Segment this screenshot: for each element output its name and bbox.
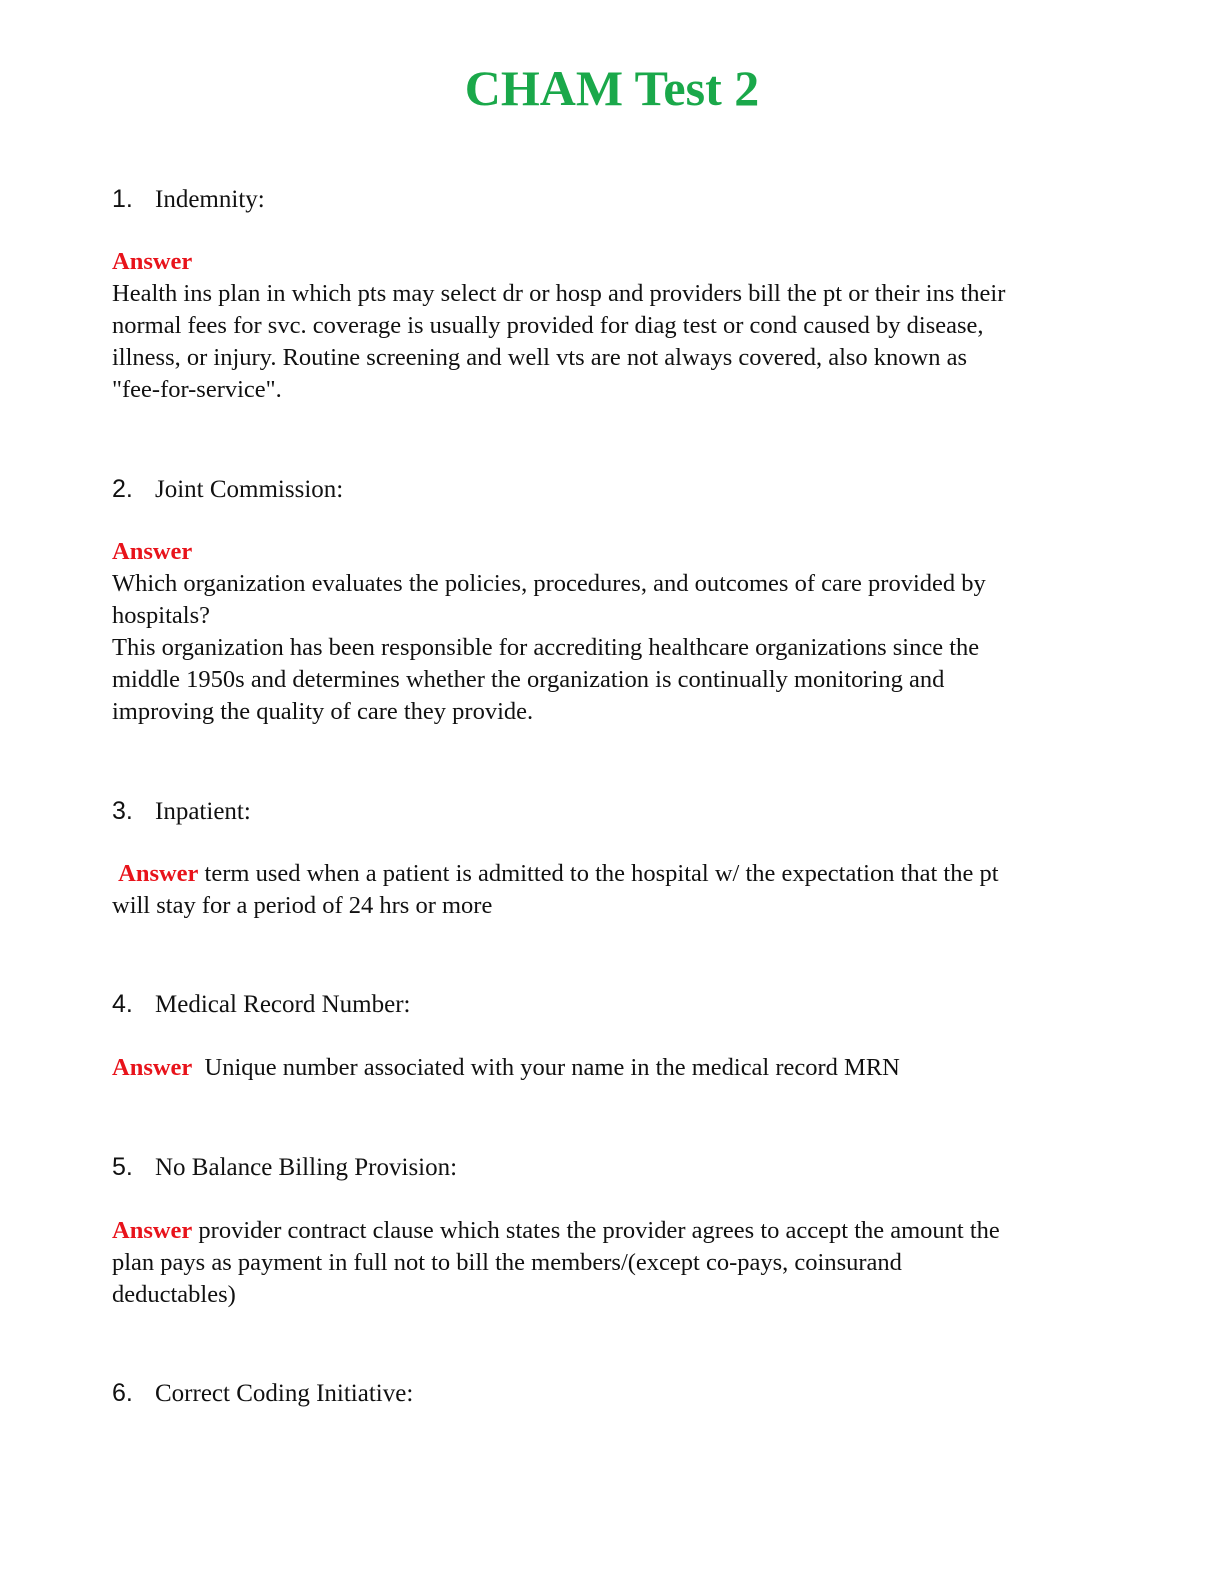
answer-text-line: normal fees for svc. coverage is usually provided for diag test or cond caused by disease,	[112, 312, 984, 339]
answer-3	[112, 858, 1122, 922]
question-number: 3.	[112, 797, 133, 825]
answer-text-line: hospitals?	[112, 602, 210, 629]
answer-label: Answer	[112, 1217, 193, 1244]
answer-label: Answer	[112, 1054, 193, 1081]
answer-text-inline: term used when a patient is admitted to the hospital w/ the expectation that the pt	[204, 860, 999, 887]
answer-first-line	[112, 1215, 1122, 1247]
answer-5	[112, 1215, 1122, 1311]
answer-text-line: This organization has been responsible for accrediting healthcare organizations since the	[112, 634, 980, 661]
question-number: 1.	[112, 185, 133, 213]
answer-text-line: plan pays as payment in full not to bill the members/(except co-pays, coinsurand	[112, 1249, 902, 1276]
question-term: Indemnity:	[155, 186, 265, 213]
question-term: Correct Coding Initiative:	[155, 1380, 414, 1407]
question-number: 2.	[112, 475, 133, 503]
answer-2	[112, 536, 1122, 728]
answer-first-line	[112, 1052, 1122, 1084]
answer-first-line	[112, 858, 1122, 890]
question-2	[112, 473, 343, 506]
answer-text-line: Health ins plan in which pts may select dr or hosp and providers bill the pt or their ins their	[112, 280, 1006, 307]
answer-label: Answer	[112, 248, 193, 275]
page-title: CHAM Test 2	[464, 60, 760, 116]
question-term: No Balance Billing Provision:	[155, 1154, 458, 1181]
question-term: Joint Commission:	[155, 476, 344, 503]
question-1	[112, 183, 265, 216]
question-6	[112, 1377, 413, 1410]
answer-text-line: deductables)	[112, 1281, 236, 1308]
answer-label: Answer	[118, 860, 199, 887]
question-term: Medical Record Number:	[155, 991, 411, 1018]
question-number: 6.	[112, 1379, 133, 1407]
answer-text-line: will stay for a period of 24 hrs or more	[112, 892, 493, 919]
answer-4	[112, 1052, 1122, 1084]
answer-text-line: Which organization evaluates the policies, procedures, and outcomes of care provided by	[112, 570, 986, 597]
answer-text-inline: provider contract clause which states the provider agrees to accept the amount the	[198, 1217, 1000, 1244]
answer-text-inline: Unique number associated with your name in the medical record MRN	[204, 1054, 900, 1081]
answer-text-line: middle 1950s and determines whether the organization is continually monitoring and	[112, 666, 945, 693]
answer-1	[112, 246, 1122, 406]
question-3	[112, 795, 251, 828]
answer-label: Answer	[112, 538, 193, 565]
question-4	[112, 988, 410, 1021]
answer-text-line: "fee-for-service".	[112, 376, 282, 403]
question-number: 4.	[112, 990, 133, 1018]
question-5	[112, 1151, 457, 1184]
question-term: Inpatient:	[155, 798, 251, 825]
answer-text-line: illness, or injury. Routine screening and well vts are not always covered, also known as	[112, 344, 968, 371]
question-number: 5.	[112, 1153, 133, 1181]
answer-text-line: improving the quality of care they provide.	[112, 698, 534, 725]
